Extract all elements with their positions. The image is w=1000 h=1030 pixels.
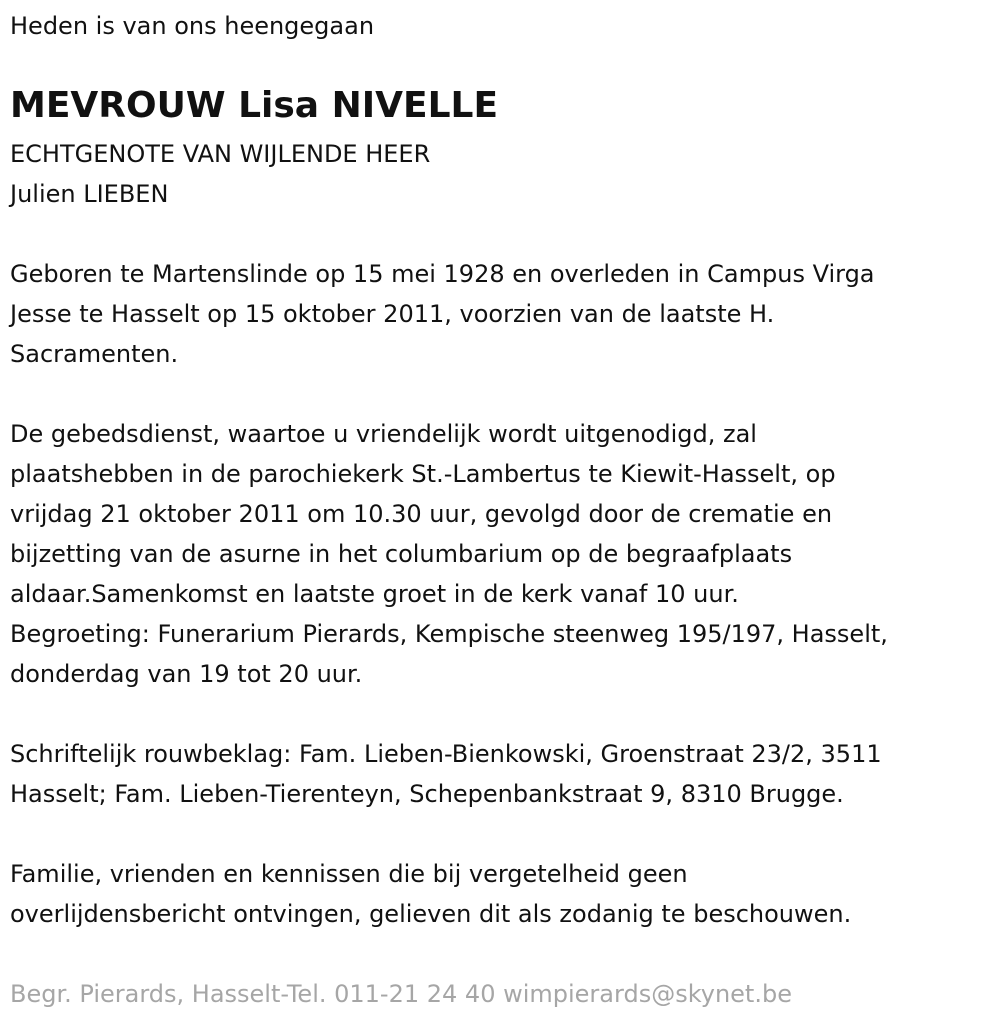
spouse-line: ECHTGENOTE VAN WIJLENDE HEER [10,140,431,168]
paragraph-line: Hasselt; Fam. Lieben-Tierenteyn, Schepenbankstraat 9, 8310 Brugge. [10,780,844,808]
family-notice-paragraph [10,854,851,934]
funeral-home-footer: Begr. Pierards, Hasselt-Tel. 011-21 24 40 wimpierards@skynet.be [10,980,792,1008]
paragraph-line: Sacramenten. [10,340,179,368]
paragraph-line: plaatshebben in de parochiekerk St.-Lambertus te Kiewit-Hasselt, op [10,460,836,488]
paragraph-line: Schriftelijk rouwbeklag: Fam. Lieben-Bienkowski, Groenstraat 23/2, 3511 [10,740,882,768]
paragraph-line: Familie, vrienden en kennissen die bij vergetelheid geen [10,860,688,888]
paragraph-line: donderdag van 19 tot 20 uur. [10,660,363,688]
paragraph-line: Geboren te Martenslinde op 15 mei 1928 en overleden in Campus Virga [10,260,875,288]
deceased-name: MEVROUW Lisa NIVELLE [10,85,499,126]
paragraph-line: De gebedsdienst, waartoe u vriendelijk wordt uitgenodigd, zal [10,420,757,448]
paragraph-line: vrijdag 21 oktober 2011 om 10.30 uur, gevolgd door de crematie en [10,500,833,528]
spouse-line: Julien LIEBEN [10,180,169,208]
intro-text: Heden is van ons heengegaan [10,12,375,40]
service-paragraph [10,414,888,694]
condolence-address-paragraph [10,734,882,814]
paragraph-line: Begroeting: Funerarium Pierards, Kempische steenweg 195/197, Hasselt, [10,620,888,648]
paragraph-line: overlijdensbericht ontvingen, gelieven dit als zodanig te beschouwen. [10,900,852,928]
paragraph-line: bijzetting van de asurne in het columbarium op de begraafplaats [10,540,793,568]
paragraph-line: Jesse te Hasselt op 15 oktober 2011, voorzien van de laatste H. [10,300,775,328]
birth-death-paragraph [10,254,875,374]
paragraph-line: aldaar.Samenkomst en laatste groet in de kerk vanaf 10 uur. [10,580,739,608]
spouse-section [10,134,430,214]
